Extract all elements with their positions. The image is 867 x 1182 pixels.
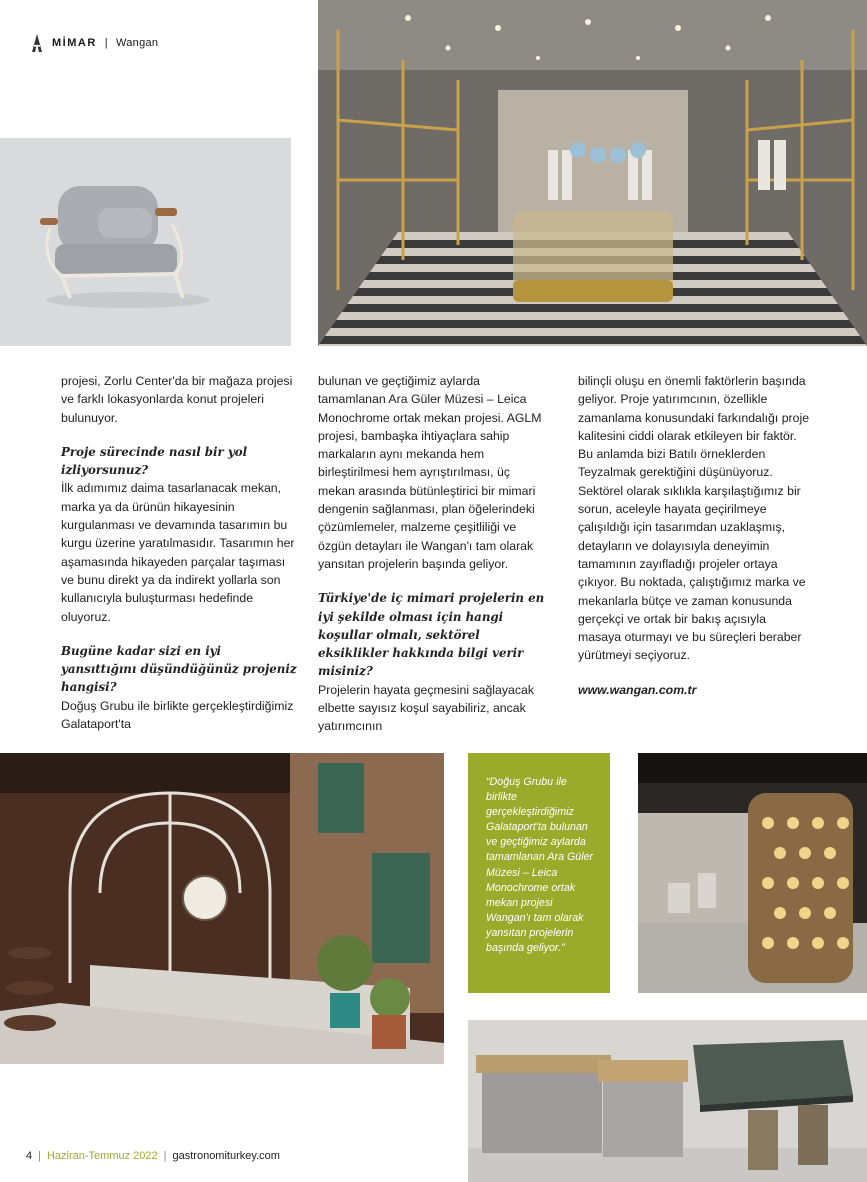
issue-label: Haziran-Temmuz 2022 [46, 1150, 158, 1162]
tables-photo [468, 1020, 867, 1182]
text-column-3 [578, 372, 810, 715]
site-link[interactable]: gastronomiturkey.com [172, 1150, 280, 1162]
answer-paragraph: Projelerin hayata geçmesini sağlayacak elbette sayısız koşul sayabiliriz, ancak yatırımcının [318, 682, 534, 734]
page-header [30, 32, 158, 54]
answer-paragraph: İlk adımımız daima tasarlanacak mekan, marka ya da ürünün hikayesinin kurgulanması ve devamında tasarımın bu kurgu üzerine yaratılmasıdır. Tasarımın her aşamasında hikayeden parçalar taşıması ve bunu direkt ya da indirekt yollarla son kullanıcıyla buluşturması hedefinde oluyoruz. [61, 481, 295, 624]
gallery-photo [638, 753, 867, 993]
page-footer [26, 1150, 280, 1162]
paragraph: bilinçli oluşu en önemli faktörlerin başında geliyor. Proje yatırımcının, özellikle zamanlama konusundaki farkındalığı proje kalitesini ciddi olarak etkileyen bir faktör. Bu anlamda bizi Batılı örneklerden Teyzalmak gerektiğini düşünüyoruz. Sektörel olarak sıklıkla karşılaştığımız bir sorun, aceleyle hayata geçirilmeye çalışıldığı için tasarımdan uzaklaşmış, detayların ve dolayısıyla deneyimin tamamının zayıfladığı projeler ortaya çıkıyor. Bu noktada, çalıştığımız marka ve mekanlarla bütçe ve zaman konusunda gerçekçi ve ortak bir bakış açısıyla masaya oturmayı ve bu süreçleri beraber yürütmeyi seçiyoruz. [578, 374, 810, 663]
website-link[interactable]: www.wangan.com.tr [578, 682, 697, 697]
paragraph: bulunan ve geçtiğimiz aylarda tamamlanan Ara Güler Müzesi – Leica Monochrome ortak mekan projesi. AGLM projesi, bambaşka ihtiyaçlara sahip markaların aynı mekanda hem birleştirilmesi hem ayrıştırılması, üç mekan arasında bütünleştirici bir mimari dengenin sağlanması, plan öğelerindeki çözümlemeler, malzeme çeşitliliği ve özgün detayları ile Wangan'ı tam olarak yansıtan projelerin başında geliyor. [318, 374, 542, 571]
text-column-2 [318, 372, 550, 752]
brand-label: Wangan [115, 37, 159, 49]
footer-separator: | [163, 1150, 167, 1162]
question-heading: Bugüne kadar sizi en iyi yansıttığını düşündüğünüz projeniz hangisi? [61, 643, 297, 695]
question-heading: Türkiye'de iç mimari projelerin en iyi şekilde olması için hangi koşullar olmalı, sektörel eksiklikler hakkında bilgi verir misiniz? [318, 591, 545, 679]
header-separator: | [104, 37, 108, 49]
paragraph: projesi, Zorlu Center'da bir mağaza projesi ve farklı lokasyonlarda konut projeleri bulunuyor. [61, 374, 293, 425]
page-number: 4 [26, 1150, 33, 1162]
text-column-1 [61, 372, 299, 749]
magnum-bar-photo [0, 753, 444, 1064]
store-interior-photo [318, 0, 867, 346]
footer-separator: | [38, 1150, 41, 1162]
answer-paragraph: Doğuş Grubu ile birlikte gerçekleştirdiğimiz Galataport'ta [61, 698, 294, 732]
pull-quote-box [468, 753, 610, 993]
section-label: MİMAR [52, 37, 97, 49]
pull-quote-text: “Doğuş Grubu ile birlikte gerçekleştirdiğimiz Galataport'ta bulunan ve geçtiğimiz aylarda tamamlanan Ara Güler Müzesi – Leica Monochrome ortak mekan projesi Wangan'ı tam olarak yansıtan projelerin başında geliyor.” [486, 776, 594, 955]
question-heading: Proje sürecinde nasıl bir yol izliyorsunuz? [61, 444, 248, 478]
armchair-photo [0, 138, 291, 346]
mimar-logo-icon [30, 34, 44, 52]
